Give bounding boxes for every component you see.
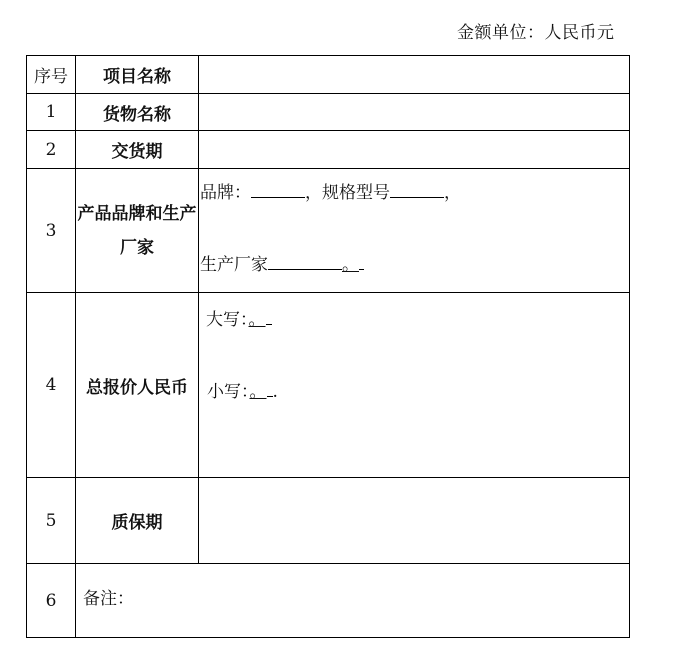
row-label-brand-maker: 产品品牌和生产厂家 bbox=[76, 169, 199, 293]
upper-amount-label: 大写： bbox=[206, 310, 249, 330]
brand-label: 品牌： bbox=[200, 183, 251, 203]
total-price-cell bbox=[199, 293, 630, 478]
goods-name-field[interactable] bbox=[199, 94, 630, 131]
maker-blank[interactable] bbox=[268, 251, 342, 270]
upper-amount-field[interactable]: 。 bbox=[248, 310, 266, 330]
row-label-delivery: 交货期 bbox=[76, 131, 199, 169]
model-trailing-comma: ， bbox=[444, 183, 461, 203]
model-label: 规格型号 bbox=[322, 183, 390, 203]
quotation-form-table bbox=[26, 55, 630, 638]
maker-end: 。 bbox=[342, 255, 359, 275]
table-row-remark bbox=[27, 564, 630, 638]
row-label-total-price: 总报价人民币 bbox=[76, 293, 199, 478]
row-label-goods-name: 货物名称 bbox=[76, 94, 199, 131]
lower-amount-line bbox=[207, 377, 278, 402]
remark-cell[interactable] bbox=[76, 564, 630, 638]
lower-amount-dot: . bbox=[272, 382, 278, 402]
row-index: 4 bbox=[27, 293, 76, 478]
row-index: 3 bbox=[27, 169, 76, 293]
row-index: 5 bbox=[27, 478, 76, 564]
maker-label: 生产厂家 bbox=[200, 255, 268, 275]
brand-model-line bbox=[200, 178, 461, 203]
row-index: 2 bbox=[27, 131, 76, 169]
upper-amount-line bbox=[206, 305, 272, 330]
header-value-cell[interactable] bbox=[199, 56, 630, 94]
lower-amount-label: 小写： bbox=[207, 382, 250, 402]
table-header-row bbox=[27, 56, 630, 94]
delivery-period-field[interactable] bbox=[199, 131, 630, 169]
table-row-goods-name bbox=[27, 94, 630, 131]
warranty-field[interactable] bbox=[199, 478, 630, 564]
row-index: 6 bbox=[27, 564, 76, 638]
header-name-cell: 项目名称 bbox=[76, 56, 199, 94]
maker-line bbox=[200, 250, 364, 275]
brand-blank[interactable] bbox=[251, 179, 305, 198]
remark-label: 备注： bbox=[83, 589, 134, 609]
row-index: 1 bbox=[27, 94, 76, 131]
table-row-warranty bbox=[27, 478, 630, 564]
table-row-delivery bbox=[27, 131, 630, 169]
lower-amount-field[interactable]: 。 bbox=[249, 382, 267, 402]
model-blank[interactable] bbox=[390, 179, 444, 198]
table-row-brand-maker bbox=[27, 169, 630, 293]
currency-unit-label: 金额单位：人民币元 bbox=[457, 23, 615, 43]
header-index-cell: 序号 bbox=[27, 56, 76, 94]
row-label-warranty: 质保期 bbox=[76, 478, 199, 564]
brand-separator: ， bbox=[305, 183, 322, 203]
table-row-total-price bbox=[27, 293, 630, 478]
brand-maker-cell bbox=[199, 169, 630, 293]
